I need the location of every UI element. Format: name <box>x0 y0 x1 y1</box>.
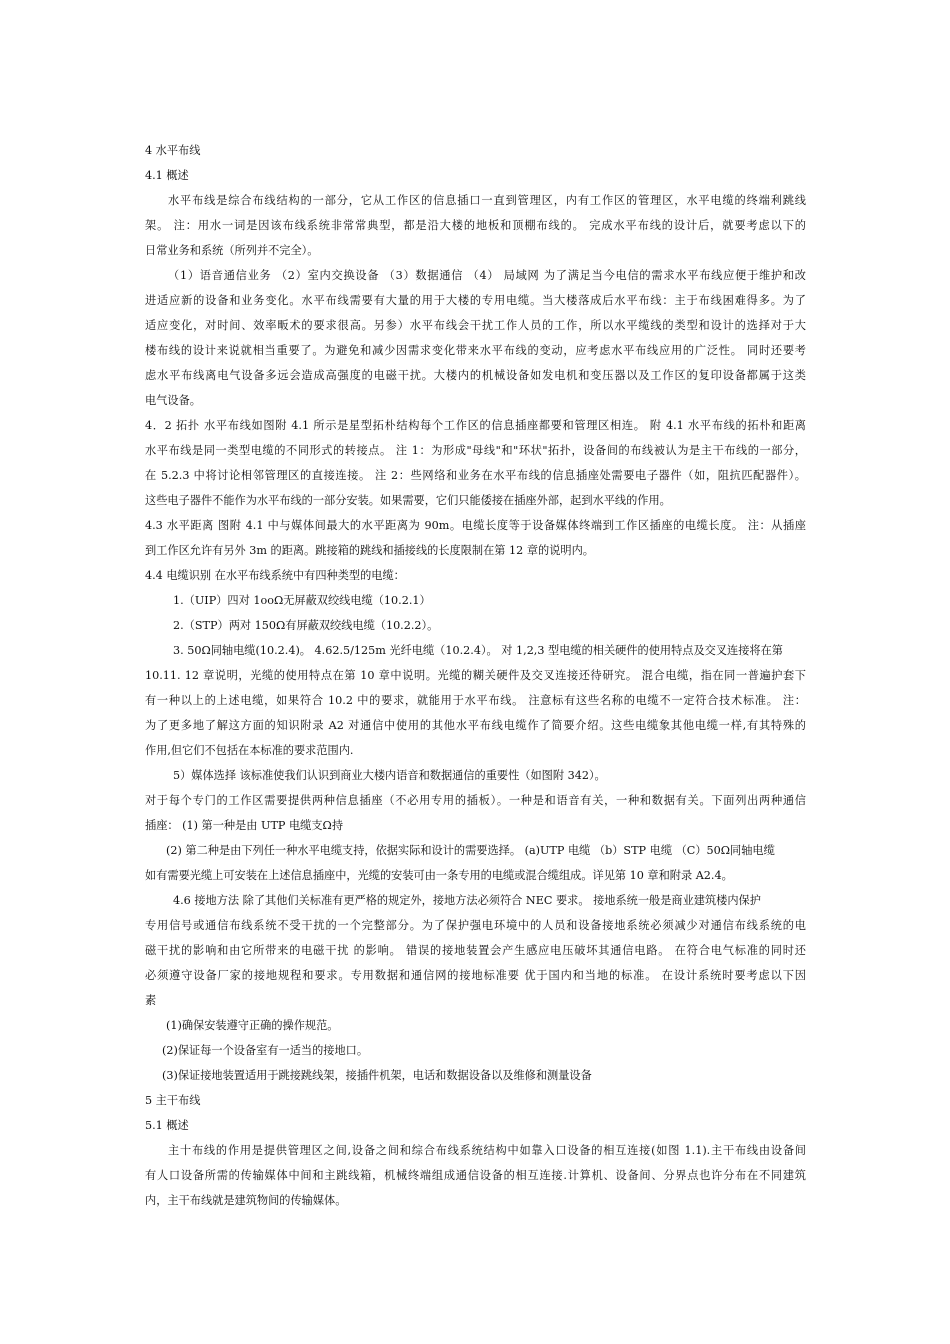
text-line: 这些电子器件不能作为水平布线的一部分安装。如果需要，它们只能倭接在插座外部，起到水平线的作用。 <box>145 494 671 507</box>
text-line: 电气设备。 <box>145 394 201 407</box>
text-line: 4.4 电缆识别 在水平布线系统中有四种类型的电缆： <box>145 569 405 582</box>
text-line: (2)保证每一个设备室有一适当的接地口。 <box>162 1044 369 1057</box>
text-line: 水平布线是综合布线结构的一部分，它从工作区的信息插口一直到管理区，内有工作区的管理区，水平电缆的终端利跳线 <box>168 194 806 207</box>
text-line: 10.11. 12 章说明，光缆的使用特点在第 10 章中说明。光缆的糊关硬件及交叉连接还待研究。 混合电缆，指在同一普遍护套下 <box>145 669 806 682</box>
text-line: 如有需要光缆上可安装在上述信息插座中，光缆的安装可由一条专用的电缆或混合缆组成。详见第 10 章和附录 A2.4。 <box>145 869 733 882</box>
text-line: 有一种以上的上述电缆，如果符合 10.2 中的要求，就能用于水平布线。 注意标有这些名称的电缆不一定符合技术标准。 注： <box>145 694 806 707</box>
text-line: 4.3 水平距离 图附 4.1 中与媒体间最大的水平距离为 90m。电缆长度等于设备媒体终端到工作区插座的电缆长度。 注：从插座 <box>145 519 806 532</box>
text-line: 内，主干布线就是建筑物间的传输媒体。 <box>145 1194 347 1207</box>
text-line: 必须遵守设备厂家的接地规程和要求。专用数据和通信网的接地标准要 优于国内和当地的标准。 在设计系统时要考虑以下因 <box>145 969 806 982</box>
text-line: 楼布线的设计来说就相当重要了。为避免和减少因需求变化带来水平布线的变动，应考虑水平布线应用的广泛性。 同时还要考 <box>145 344 806 357</box>
text-line: 日常业务和系统（所列并不完全）。 <box>145 244 319 257</box>
text-line: 2.（STP）两对 150Ω有屏蔽双绞线电缆（10.2.2）。 <box>173 619 439 632</box>
text-line: 为了更多地了解这方面的知识附录 A2 对通信中使用的其他水平布线电缆作了简要介绍。这些电缆象其他电缆一样,有其特殊的 <box>145 719 806 732</box>
text-line: 专用信号或通信布线系统不受干扰的一个完整部分。为了保护强电环境中的人员和设备接地系统必须减少对通信布线系统的电 <box>145 919 806 932</box>
text-line: 适应变化，对时间、效率畈术的要求很高。另参）水平布线会干扰工作人员的工作，所以水平缆线的类型和设计的选择对于大 <box>145 319 806 332</box>
text-line: 4．2 拓扑 水平布线如图附 4.1 所示是星型拓朴结构每个工作区的信息插座都要和管理区相连。 附 4.1 水平布线的拓朴和距离 <box>145 419 806 432</box>
text-line: 5 主干布线 <box>145 1094 201 1107</box>
text-line: 插座： (1) 第一种是由 UTP 电缆支Ω持 <box>145 819 344 832</box>
text-line: （1）语音通信业务 （2）室内交换设备 （3）数据通信 （4） 局域网 为了满足当今电信的需求水平布线应便于维护和改 <box>168 269 806 282</box>
text-line: 4 水平布线 <box>145 144 201 157</box>
text-line: 到工作区允许有另外 3m 的距离。跳接箱的跳线和插接线的长度限制在第 12 章的说明内。 <box>145 544 594 557</box>
text-line: 3. 50Ω同轴电缆(10.2.4)。 4.62.5/125m 光纤电缆（10.2.4）。 对 1,2,3 型电缆的相关硬件的使用特点及交叉连接将在第 <box>173 644 783 657</box>
text-line: 4.6 接地方法 除了其他们关标准有更严格的规定外，接地方法必须符合 NEC 要求。 接地系统一般是商业建筑楼内保护 <box>173 894 761 907</box>
text-line: 5.1 概述 <box>145 1119 189 1132</box>
text-line: (2) 第二种是由下列任一种水平电缆支持，依据实际和设计的需要选择。 (a)UTP 电缆 （b）STP 电缆 （C）50Ω同轴电缆 <box>166 844 775 857</box>
text-line: 虑水平布线离电气设备多远会造成高强度的电磁干扰。大楼内的机械设备如发电机和变压器以及工作区的复印设备都属于这类 <box>145 369 806 382</box>
text-line: 架。 注：用水一词是因该布线系统非常常典型，都是沿大楼的地板和顶棚布线的。 完成水平布线的设计后，就要考虑以下的 <box>145 219 806 232</box>
text-line: 1.（UIP）四对 1ooΩ无屏蔽双绞线电缆（10.2.1） <box>173 594 431 607</box>
text-line: 有人口设备所需的传输媒体中间和主跳线箱，机械终端组成通信设备的相互连接.计算机、设备间、分界点也许分布在不同建筑 <box>145 1169 806 1182</box>
text-line: 进适应新的设备和业务变化。水平布线需要有大量的用于大楼的专用电缆。当大楼落成后水平布线：主于布线困难得多。为了 <box>145 294 806 307</box>
text-line: 在 5.2.3 中将讨论相邻管理区的直接连接。 注 2：些网络和业务在水平布线的信息插座处需要电子器件（如，阻抗匹配器件）。 <box>145 469 806 482</box>
text-line: 水平布线是同一类型电缆的不同形式的转接点。 注 1：为形成"母线"和"环状"拓扑，设备间的布线被认为是主干布线的一部分， <box>145 444 806 457</box>
text-line: 磁干扰的影响和由它所带来的电磁干扰 的影响。 错误的接地装置会产生感应电压破坏其通信电路。 在符合电气标准的同时还 <box>145 944 806 957</box>
text-line: 5）媒体选择 该标准使我们认识到商业大楼内语音和数据通信的重要性（如图附 342）。 <box>173 769 606 782</box>
text-line: (1)确保安装遵守正确的操作规范。 <box>166 1019 339 1032</box>
text-line: 素 <box>145 994 157 1007</box>
text-line: 4.1 概述 <box>145 169 189 182</box>
text-line: (3)保证接地装置适用于跳接跳线架，接插件机架，电话和数据设备以及维修和测量设备 <box>162 1069 592 1082</box>
text-line: 作用,但它们不包括在本标准的要求范围内. <box>145 744 354 757</box>
text-line: 主十布线的作用是提供管理区之间,设备之间和综合布线系统结构中如靠入口设备的相互连接(如图 1.1).主干布线由设备间 <box>168 1144 806 1157</box>
text-line: 对于每个专门的工作区需要提供两种信息插座（不必用专用的插板）。一种是和语音有关，一种和数据有关。下面列出两种通信 <box>145 794 806 807</box>
